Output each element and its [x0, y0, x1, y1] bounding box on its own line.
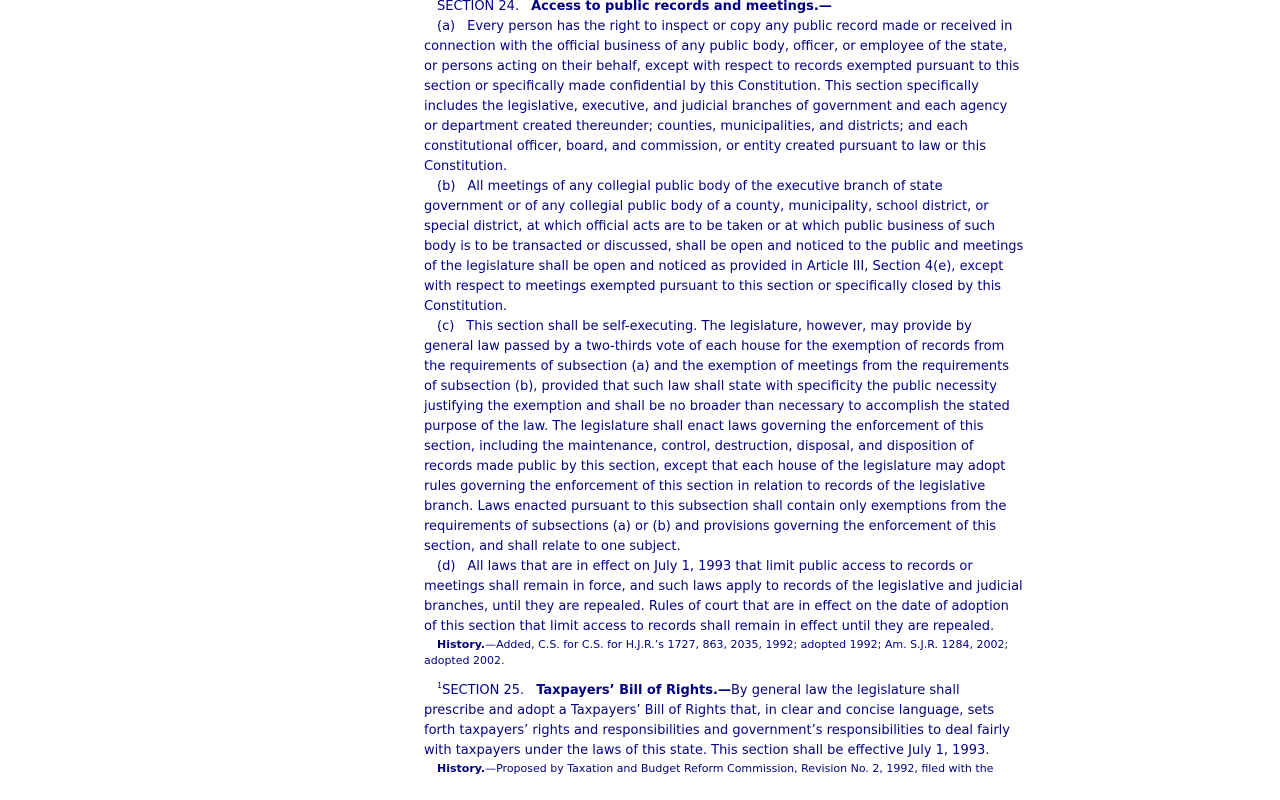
section-25-body: [424, 681, 1024, 761]
section-24-subsection-a: [424, 17, 1024, 177]
document-page: [424, 0, 1024, 777]
section-spacer: [424, 669, 1024, 681]
section-24-number: SECTION 24.: [437, 0, 520, 14]
subsection-b-label: (b): [437, 179, 456, 194]
footnote-marker: 1: [437, 681, 443, 690]
subsection-a-label: (a): [437, 19, 456, 34]
subsection-d-text: All laws that are in effect on July 1, 1993 that limit public access to records or meetings shall remain in force, and such laws apply to records of the legislative and judicial branches, until they are repealed. Rules of court that are in effect on the date of adoption of this section that limit access to records shall remain in effect until they are repealed.: [424, 559, 1023, 634]
subsection-d-label: (d): [437, 559, 456, 574]
subsection-b-text: All meetings of any collegial public body of the executive branch of state government or of any collegial public body of a county, municipality, school district, or special district, at which official acts are to be taken or at which public business of such body is to be transacted or discussed, shall be open and noticed to the public and meetings of the legislature shall be open and noticed as provided in Article III, Section 4(e), except with respect to meetings exempted pursuant to this section or specifically closed by this Constitution.: [424, 179, 1024, 314]
section-24-heading: [424, 0, 1024, 17]
section-24-history: [424, 637, 1024, 669]
section-25-history-text: —Proposed by Taxation and Budget Reform Commission, Revision No. 2, 1992, filed with the: [485, 762, 994, 775]
section-24-title: Access to public records and meetings.—: [531, 0, 832, 14]
section-25-title: Taxpayers’ Bill of Rights.—: [536, 683, 731, 698]
section-25-number: SECTION 25.: [442, 683, 525, 698]
section-25-text: By general law the legislature shall prescribe and adopt a Taxpayers’ Bill of Rights that, in clear and concise language, sets forth taxpayers’ rights and responsibilities and government’s responsibilities to deal fairly with taxpayers under the laws of this state. This section shall be effective July 1, 1993.: [424, 683, 1010, 758]
section-24-history-label: History.: [437, 638, 486, 651]
section-24-subsection-c: [424, 317, 1024, 557]
section-24-history-text: —Added, C.S. for C.S. for H.J.R.’s 1727, 863, 2035, 1992; adopted 1992; Am. S.J.R. 1284, 2002; adopted 2002.: [424, 638, 1009, 667]
subsection-a-text: Every person has the right to inspect or copy any public record made or received in connection with the official business of any public body, officer, or employee of the state, or persons acting on their behalf, except with respect to records exempted pursuant to this section or specifically made confidential by this Constitution. This section specifically includes the legislative, executive, and judicial branches of government and each agency or department created thereunder; counties, municipalities, and districts; and each constitutional officer, board, and commission, or entity created pursuant to law or this Constitution.: [424, 19, 1020, 174]
section-24-subsection-b: [424, 177, 1024, 317]
subsection-c-label: (c): [437, 319, 455, 334]
subsection-c-text: This section shall be self-executing. The legislature, however, may provide by general law passed by a two-thirds vote of each house for the exemption of records from the requirements of subsection (a) and the exemption of meetings from the requirements of subsection (b), provided that such law shall state with specificity the public necessity justifying the exemption and shall be no broader than necessary to accomplish the stated purpose of the law. The legislature shall enact laws governing the enforcement of this section, including the maintenance, control, destruction, disposal, and disposition of records made public by this section, except that each house of the legislature may adopt rules governing the enforcement of this section in relation to records of the legislative branch. Laws enacted pursuant to this subsection shall contain only exemptions from the requirements of subsections (a) or (b) and provisions governing the enforcement of this section, and shall relate to one subject.: [424, 319, 1010, 554]
section-25-history: [424, 761, 1024, 777]
section-24-subsection-d: [424, 557, 1024, 637]
section-25-history-label: History.: [437, 762, 486, 775]
